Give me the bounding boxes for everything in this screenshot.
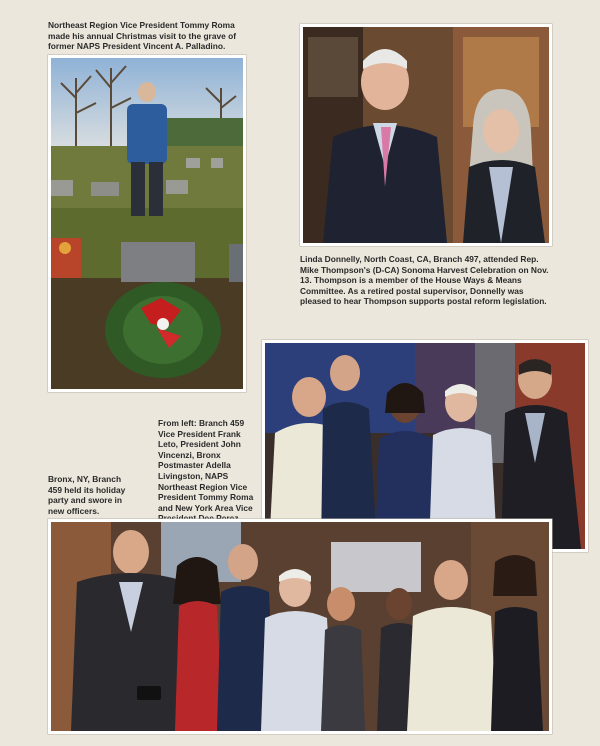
photo-cemetery-grave-visit [48,55,246,392]
caption-cemetery: Northeast Region Vice President Tommy Roma made his annual Christmas visit to the grave of former NAPS President Vincent A. Palladino. [48,20,237,52]
photo-holiday-party-group [48,519,552,734]
caption-from-left: From left: Branch 459 Vice President Frank Leto, President John Vincenzi, Bronx Postmaster Adella Livingston, NAPS Northeast Region Vice President Tommy Roma and New York Area Vice [158,418,254,513]
photo-thompson-donnelly [300,24,552,246]
caption-bronx: Bronx, NY, Branch 459 held its holiday party and swore in new officers. [48,474,126,516]
caption-thompson: Linda Donnelly, North Coast, CA, Branch 497, attended Rep. Mike Thompson's (D-CA) Sonoma Harvest Celebration on Nov. 13. Thompson is a member of the House Ways & Means Committee. As a retired postal supervisor, Donnelly was pleased to hear Thompson supports postal reform legislation. [300,254,549,307]
